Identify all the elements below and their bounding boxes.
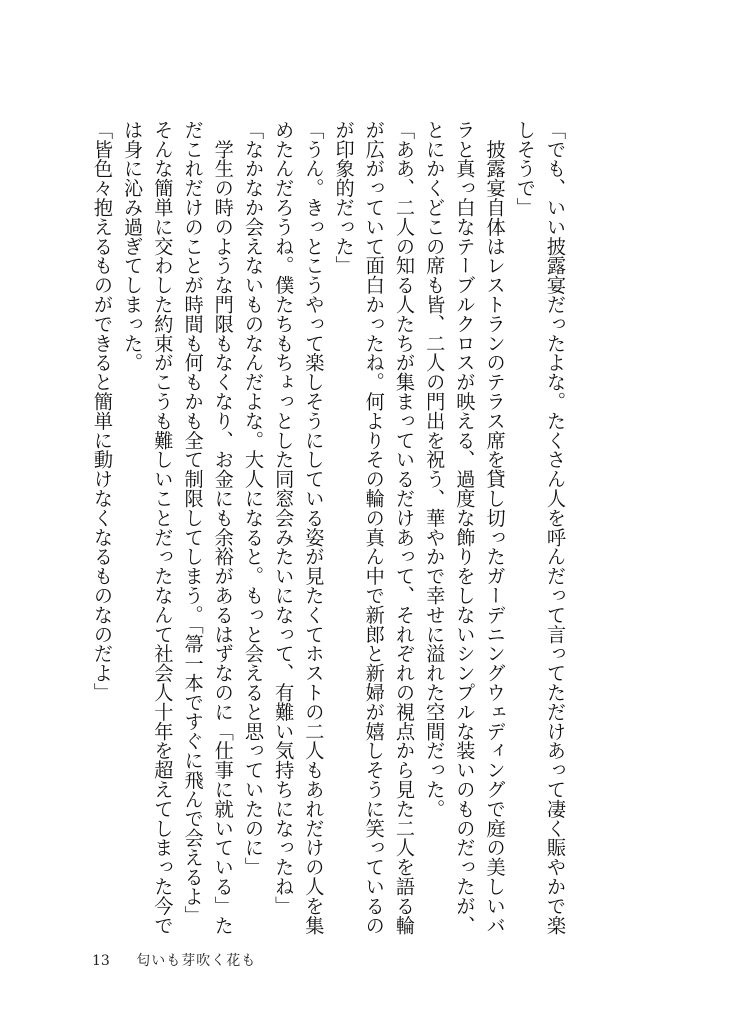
text-line: めたんだろうね。僕たちもちょっとした同窓会みたいになって、有難い気持ちになったね」 <box>272 120 296 916</box>
vertical-body-text <box>87 120 570 935</box>
text-line: 「なかなか会えないものなんだよな。大人になると。もっと会えると思っていたのに」 <box>241 120 265 877</box>
text-line: 「皆色々抱えるものができると簡単に動けなくなるものなのだよ」 <box>90 120 114 702</box>
text-line: そんな簡単に交わした約束がこうも難しいことだったなんて社会人十年を超えてしまった今で <box>151 120 175 935</box>
text-line: 披露宴自体はレストランのテラス席を貸し切ったガーデニングウェディングで庭の美しいバ <box>483 120 507 935</box>
text-line: 「ああ、二人の知る人たちが集まっているだけあって、それぞれの視点から見た二人を語る輪 <box>392 120 416 935</box>
book-title: 匂いも芽吹く花も <box>136 953 257 969</box>
text-line: は身に沁み過ぎてしまった。 <box>121 120 145 373</box>
text-line: が印象的だった」 <box>332 120 356 276</box>
text-line: 学生の時のような門限もなくなり、お金にも余裕があるはずなのに「仕事に就いている」た <box>211 120 235 935</box>
text-line: が広がっていて面白かったね。何よりその輪の真ん中で新郎と新婦が嬉しそうに笑っているの <box>362 120 386 935</box>
text-line: ラと真っ白なテーブルクロスが映える、過度な飾りをしないシンプルな装いのものだったが、 <box>453 120 477 935</box>
text-line: だこれだけのことが時間も何もかも全て制限してしまう。「箒一本ですぐに飛んで会えるよ」 <box>181 120 205 926</box>
text-line: しそうで」 <box>513 120 537 217</box>
text-line: 「うん。きっとこうやって楽しそうにしている姿が見たくてホストの二人もあれだけの人を集 <box>302 120 326 935</box>
text-line: とにかくどこの席も皆、二人の門出を祝う、華やかで幸せに溢れた空間だった。 <box>423 120 447 819</box>
text-line: 「でも、いい披露宴だったよな。たくさん人を呼んだって言ってただけあって凄く賑やかで楽 <box>544 120 567 935</box>
page-number: 13 <box>92 953 110 969</box>
page-footer <box>92 950 256 970</box>
